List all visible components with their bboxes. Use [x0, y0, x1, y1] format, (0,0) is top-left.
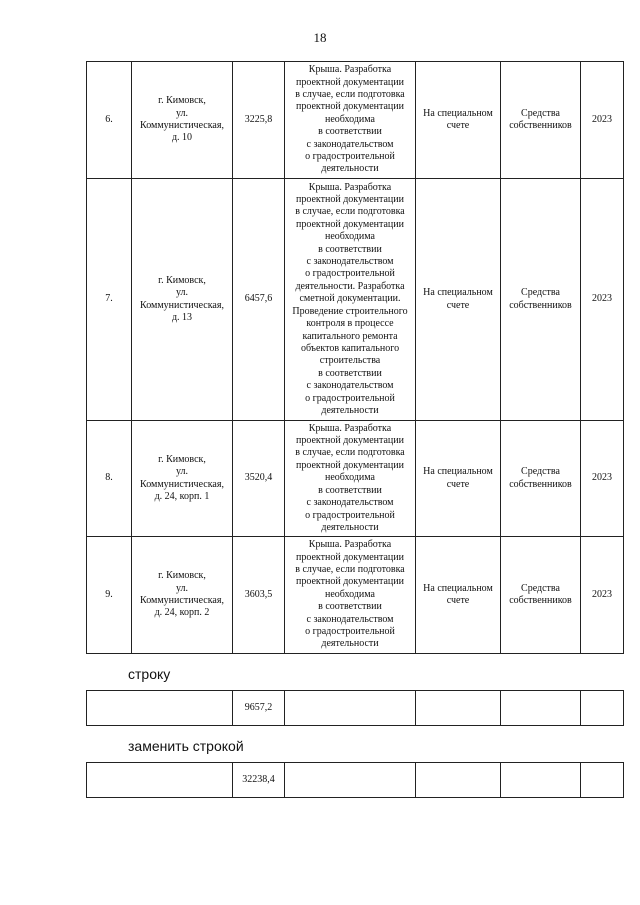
funding-source-cell-line: Средства	[521, 466, 560, 478]
work-description-cell-line: необходима	[325, 588, 375, 600]
work-description-cell-line: сметной документации.	[299, 293, 401, 305]
work-description-cell-line: деятельности	[321, 404, 379, 416]
account-cell-line: На специальном	[423, 466, 493, 478]
table-row	[87, 421, 624, 537]
account-cell-line: На специальном	[423, 287, 493, 299]
work-description-cell-line: о градостроительной	[305, 626, 395, 638]
funding-source-cell-line: Средства	[521, 582, 560, 594]
work-description-cell-line: о градостроительной	[305, 151, 395, 163]
work-description-cell-line: в случае, если подготовка	[295, 563, 405, 575]
work-description-cell-line: о градостроительной	[305, 509, 395, 521]
work-description-cell-line: о градостроительной	[305, 392, 395, 404]
funding-source-cell-line: собственников	[509, 478, 572, 490]
address-cell-line: ул.	[175, 287, 189, 299]
work-description-cell-line: в соответствии	[318, 243, 382, 255]
table-row	[87, 62, 624, 179]
work-description-cell-line: с законодательством	[306, 497, 394, 509]
table-row	[87, 537, 624, 654]
address-cell	[132, 537, 233, 654]
work-description-cell-line: деятельности. Разработка	[295, 280, 405, 292]
old-total-blank-cell	[87, 691, 233, 726]
new-total-empty-cell	[581, 763, 624, 798]
address-cell-line: Коммунистическая,	[140, 299, 224, 311]
account-cell-line: счете	[446, 299, 470, 311]
work-description-cell	[285, 179, 416, 421]
old-total-empty-cell	[581, 691, 624, 726]
account-cell	[416, 421, 501, 537]
work-description-cell-line: необходима	[325, 113, 375, 125]
work-description-cell-line: проектной документации	[296, 218, 404, 230]
work-description-cell-line: в случае, если подготовка	[295, 88, 405, 100]
work-description-cell-line: проектной документации	[296, 576, 404, 588]
row-number: 7.	[87, 179, 132, 421]
funding-source-cell-line: Средства	[521, 107, 560, 119]
work-description-cell-line: проектной документации	[296, 551, 404, 563]
address-cell-line: ул.	[175, 582, 189, 594]
address-cell-line: д. 10	[171, 132, 193, 144]
account-cell-line: На специальном	[423, 107, 493, 119]
address-cell-line: ул.	[175, 107, 189, 119]
area-cell: 6457,6	[233, 179, 285, 421]
row-number: 9.	[87, 537, 132, 654]
account-cell	[416, 537, 501, 654]
funding-source-cell-line: собственников	[509, 595, 572, 606]
houses-table	[86, 61, 624, 654]
work-description-cell	[285, 537, 416, 654]
old-total-empty-cell	[501, 691, 581, 726]
address-cell-line: д. 24, корп. 1	[154, 490, 210, 502]
funding-source-cell-line: собственников	[509, 299, 572, 311]
work-description-cell-line: с законодательством	[306, 613, 394, 625]
work-description-cell-line: о градостроительной	[305, 268, 395, 280]
work-description-cell	[285, 421, 416, 537]
table-row	[87, 179, 624, 421]
account-cell-line: счете	[446, 595, 470, 606]
address-cell-line: г. Кимовск,	[158, 274, 206, 286]
new-total-empty-cell	[285, 763, 416, 798]
work-description-cell-line: с законодательством	[306, 380, 394, 392]
work-description-cell-line: Крыша. Разработка	[308, 539, 392, 551]
address-cell-line: Коммунистическая,	[140, 595, 224, 606]
funding-source-cell-line: Средства	[521, 287, 560, 299]
work-description-cell-line: проектной документации	[296, 76, 404, 88]
area-cell: 3603,5	[233, 537, 285, 654]
address-cell-line: д. 24, корп. 2	[154, 607, 210, 619]
account-cell-line: На специальном	[423, 582, 493, 594]
page-number: 18	[313, 30, 327, 45]
year-cell: 2023	[581, 62, 624, 179]
work-description-cell-line: необходима	[325, 231, 375, 243]
work-description-cell-line: капитального ремонта	[302, 330, 398, 342]
year-cell: 2023	[581, 421, 624, 537]
new-total-blank-cell	[87, 763, 233, 798]
work-description-cell-line: с законодательством	[306, 256, 394, 268]
account-cell	[416, 62, 501, 179]
old-total-table	[86, 690, 624, 726]
account-cell-line: счете	[446, 120, 470, 131]
account-cell-line: счете	[446, 478, 470, 490]
work-description-cell-line: деятельности	[321, 521, 379, 533]
work-description-cell	[285, 62, 416, 179]
address-cell-line: Коммунистическая,	[140, 120, 224, 131]
funding-source-cell	[501, 62, 581, 179]
address-cell-line: д. 13	[171, 311, 193, 323]
year-cell: 2023	[581, 537, 624, 654]
address-cell-line: г. Кимовск,	[158, 453, 206, 465]
account-cell	[416, 179, 501, 421]
funding-source-cell	[501, 421, 581, 537]
work-description-cell-line: проектной документации	[296, 435, 404, 447]
work-description-cell-line: проектной документации	[296, 101, 404, 113]
work-description-cell-line: в соответствии	[318, 126, 382, 138]
work-description-cell-line: в соответствии	[318, 484, 382, 496]
old-total-empty-cell	[285, 691, 416, 726]
work-description-cell-line: объектов капитального	[300, 342, 400, 354]
new-total-table	[86, 762, 624, 798]
phrase-replace-with: заменить строкой	[128, 738, 244, 754]
phrase-row: строку	[128, 666, 171, 682]
row-number: 6.	[87, 62, 132, 179]
address-cell-line: Коммунистическая,	[140, 478, 224, 490]
new-total-empty-cell	[501, 763, 581, 798]
work-description-cell-line: в случае, если подготовка	[295, 447, 405, 459]
work-description-cell-line: проектной документации	[296, 194, 404, 206]
work-description-cell-line: деятельности	[321, 638, 379, 650]
area-cell: 3225,8	[233, 62, 285, 179]
work-description-cell-line: Крыша. Разработка	[308, 64, 392, 76]
work-description-cell-line: строительства	[319, 355, 381, 367]
year-cell: 2023	[581, 179, 624, 421]
work-description-cell-line: в соответствии	[318, 367, 382, 379]
old-total-value: 9657,2	[233, 691, 285, 726]
area-cell: 3520,4	[233, 421, 285, 537]
new-total-empty-cell	[416, 763, 501, 798]
work-description-cell-line: контроля в процессе	[306, 318, 394, 330]
work-description-cell-line: деятельности	[321, 163, 379, 175]
row-number: 8.	[87, 421, 132, 537]
address-cell-line: ул.	[175, 466, 189, 478]
address-cell-line: г. Кимовск,	[158, 570, 206, 582]
work-description-cell-line: в случае, если подготовка	[295, 206, 405, 218]
work-description-cell-line: проектной документации	[296, 459, 404, 471]
work-description-cell-line: в соответствии	[318, 601, 382, 613]
funding-source-cell	[501, 537, 581, 654]
work-description-cell-line: Крыша. Разработка	[308, 181, 392, 193]
address-cell-line: г. Кимовск,	[158, 95, 206, 107]
work-description-cell-line: Крыша. Разработка	[308, 422, 392, 434]
address-cell	[132, 421, 233, 537]
old-total-empty-cell	[416, 691, 501, 726]
address-cell	[132, 62, 233, 179]
funding-source-cell-line: собственников	[509, 120, 572, 131]
work-description-cell-line: Проведение строительного	[292, 305, 408, 317]
work-description-cell-line: необходима	[325, 472, 375, 484]
work-description-cell-line: с законодательством	[306, 138, 394, 150]
address-cell	[132, 179, 233, 421]
new-total-value: 32238,4	[233, 763, 285, 798]
funding-source-cell	[501, 179, 581, 421]
